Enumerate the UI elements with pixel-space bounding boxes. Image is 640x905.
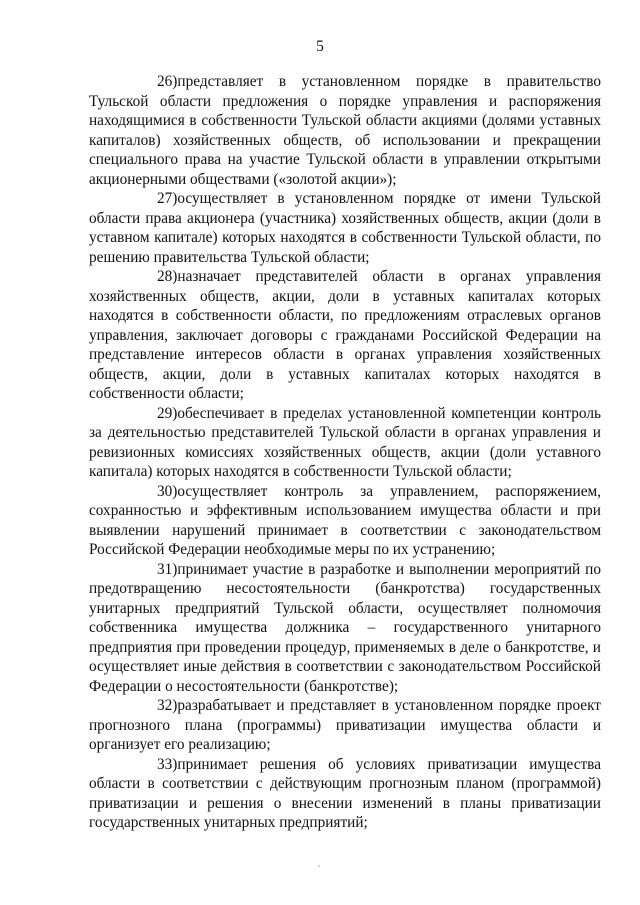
page-number: 5: [316, 38, 324, 55]
item-number: 33): [157, 755, 178, 773]
list-item-33: [89, 755, 601, 833]
list-item-27: [89, 189, 601, 267]
list-item-26: [89, 72, 601, 189]
list-item-30: [89, 482, 601, 560]
item-number: 28): [157, 268, 178, 285]
item-text: назначает представителей области в органах управления хозяйственных обществ, акции, доли в уставных капиталах которых находятся в собственности области, по предложениям отраслевых органов управления, заключает договоры с гражданами Российской Федерации на представление интересов области в органах управления хозяйственных обществ, акции, доли в уставных капиталах которых находятся в собственности области;: [89, 268, 601, 402]
item-text: осуществляет контроль за управлением, распоряжением, сохранностью и эффективным использованием имущества области и при выявлении нарушений принимает в соответствии с законодательством Российской Федерации необходимые меры по их устранению;: [89, 482, 601, 558]
item-text: разрабатывает и представляет в установленном порядке проект прогнозного плана (программы) приватизации имущества области и организует его реализацию;: [89, 697, 601, 753]
scan-speck: [318, 865, 320, 867]
item-text: обеспечивает в пределах установленной компетенции контроль за деятельностью представителей Тульской области в органах управления и ревизионных комиссиях хозяйственных обществ, акции (доли уставного капитала) которых находятся в собственности Тульской области;: [89, 404, 601, 480]
list-item-31: [89, 560, 601, 697]
item-text: принимает решения об условиях приватизации имущества области в соответствии с действующим прогнозным планом (программой) приватизации и решения о внесении изменений в планы приватизации государственных унитарных предприятий;: [89, 755, 601, 831]
item-text: принимает участие в разработке и выполнении мероприятий по предотвращению несостоятельности (банкротства) государственных унитарных предприятий Тульской области, осуществляет полномочия собственника имущества должника – государственного унитарного предприятия при проведении процедур, применяемых в деле о банкротстве, и осуществляет иные действия в соответствии с законодательством Российской Федерации о несостоятельности (банкротстве);: [89, 560, 601, 695]
list-item-28: [89, 267, 601, 404]
item-number: 30): [157, 482, 178, 500]
item-number: 29): [157, 404, 178, 422]
item-text: представляет в установленном порядке в правительство Тульской области предложения о порядке управления и распоряжения находящимися в собственности Тульской области акциями (долями уставных капиталов) хозяйственных обществ, об использовании и прекращении специального права на участие Тульской области в управлении открытыми акционерными обществами («золотой акции»);: [89, 73, 601, 188]
item-number: 27): [157, 190, 178, 207]
document-body: [89, 72, 601, 833]
item-number: 32): [157, 697, 178, 714]
item-number: 31): [157, 560, 178, 578]
list-item-29: [89, 404, 601, 482]
item-text: осуществляет в установленном порядке от имени Тульской области права акционера (участника) хозяйственных обществ, акции (доли в уставном капитале) которых находятся в собственности Тульской области, по решению правительства Тульской области;: [89, 190, 601, 266]
item-number: 26): [157, 73, 178, 90]
list-item-32: [89, 696, 601, 755]
